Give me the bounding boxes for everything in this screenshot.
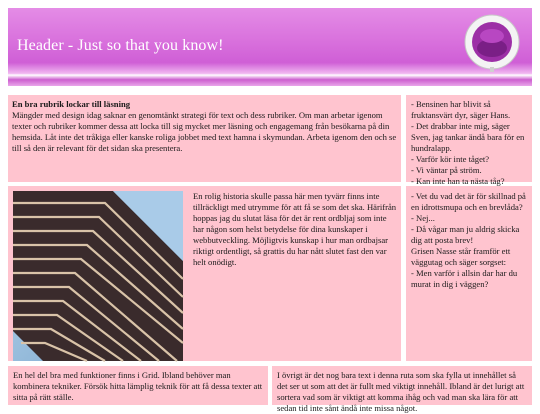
intro-section	[8, 95, 401, 182]
story-body: En rolig historia skulle passa här men tyvärr finns inte tillräckligt med utrymme för att få se som det ska. Härifrån hoppas jag du slutat läsa för det är rent ordbljaj som inte har någon som helst betydelse för dina kunskaper i webbutveckling. Möjligtvis kunskap i hur man ordbajsar riktigt ordentligt, så grattis du har nått slutet fast den var helt onödigt.	[193, 191, 397, 267]
dialog-line: - Då vågar man ju aldrig skicka dig att posta brev!	[411, 224, 520, 245]
footer-right-body: I övrigt är det nog bara text i denna ruta som ska fylla ut innehållet så det ser ut som att det är fullt med viktigt innehåll. Ibland är det lurigt att sortera vad som är viktigt att komma ihåg och vad man ska lära för att sedan tid inte sånt ändå inte missa något.	[277, 370, 525, 413]
footer-left-body: En hel del bra med funktioner finns i Grid. Ibland behöver man kombinera tekniker. Försök hitta lämplig teknik för att få dessa texter att sitta på rätt ställe.	[13, 370, 263, 402]
dialog-section-1	[406, 95, 532, 186]
dialog-line: - Det drabbar inte mig, säger Sven, jag tankar ändå bara för en hundralapp.	[411, 121, 525, 153]
footer-right	[272, 366, 532, 413]
header-title: Header - Just so that you know!	[17, 37, 224, 54]
dialog-line: - Men varför i allsin dar har du murat in dig i väggen?	[411, 268, 518, 289]
dialog-line: - Nej...	[411, 213, 435, 223]
footer-left	[8, 366, 268, 405]
header-banner	[8, 8, 532, 86]
dialog-line: Grisen Nasse står framför ett väggutag och säger sorgset:	[411, 246, 511, 267]
dialog-line: - Kan inte han ta nästa tåg?	[411, 176, 505, 186]
intro-heading: En bra rubrik lockar till läsning	[12, 99, 131, 109]
dialog-line: - Bensinen har blivit så fruktansvärt dyr, säger Hans.	[411, 99, 511, 120]
story-section	[8, 186, 401, 361]
building-photo	[13, 191, 183, 361]
dialog-section-2	[406, 186, 532, 361]
dialog-line: - Vet du vad det är för skillnad på en idrottsmupa och en brevlåda?	[411, 191, 526, 212]
dialog-line: - Vi väntar på ström.	[411, 165, 482, 175]
egg-chair-image	[456, 12, 526, 74]
intro-body: Mängder med design idag saknar en genomtänkt strategi för text och dess rubriker. Om man arbetar igenom texter och rubriker kommer dessa att locka till sig mycket mer läsning och engagemang från besökarna på din hemsida. Låt inte det tråkiga eller kanske roliga jobbet med text hamna i skymundan. Arbeta igenom den och se till så den är relevant för det sidan ska presentera.	[12, 110, 397, 153]
dialog-line: - Varför kör inte tåget?	[411, 154, 490, 164]
